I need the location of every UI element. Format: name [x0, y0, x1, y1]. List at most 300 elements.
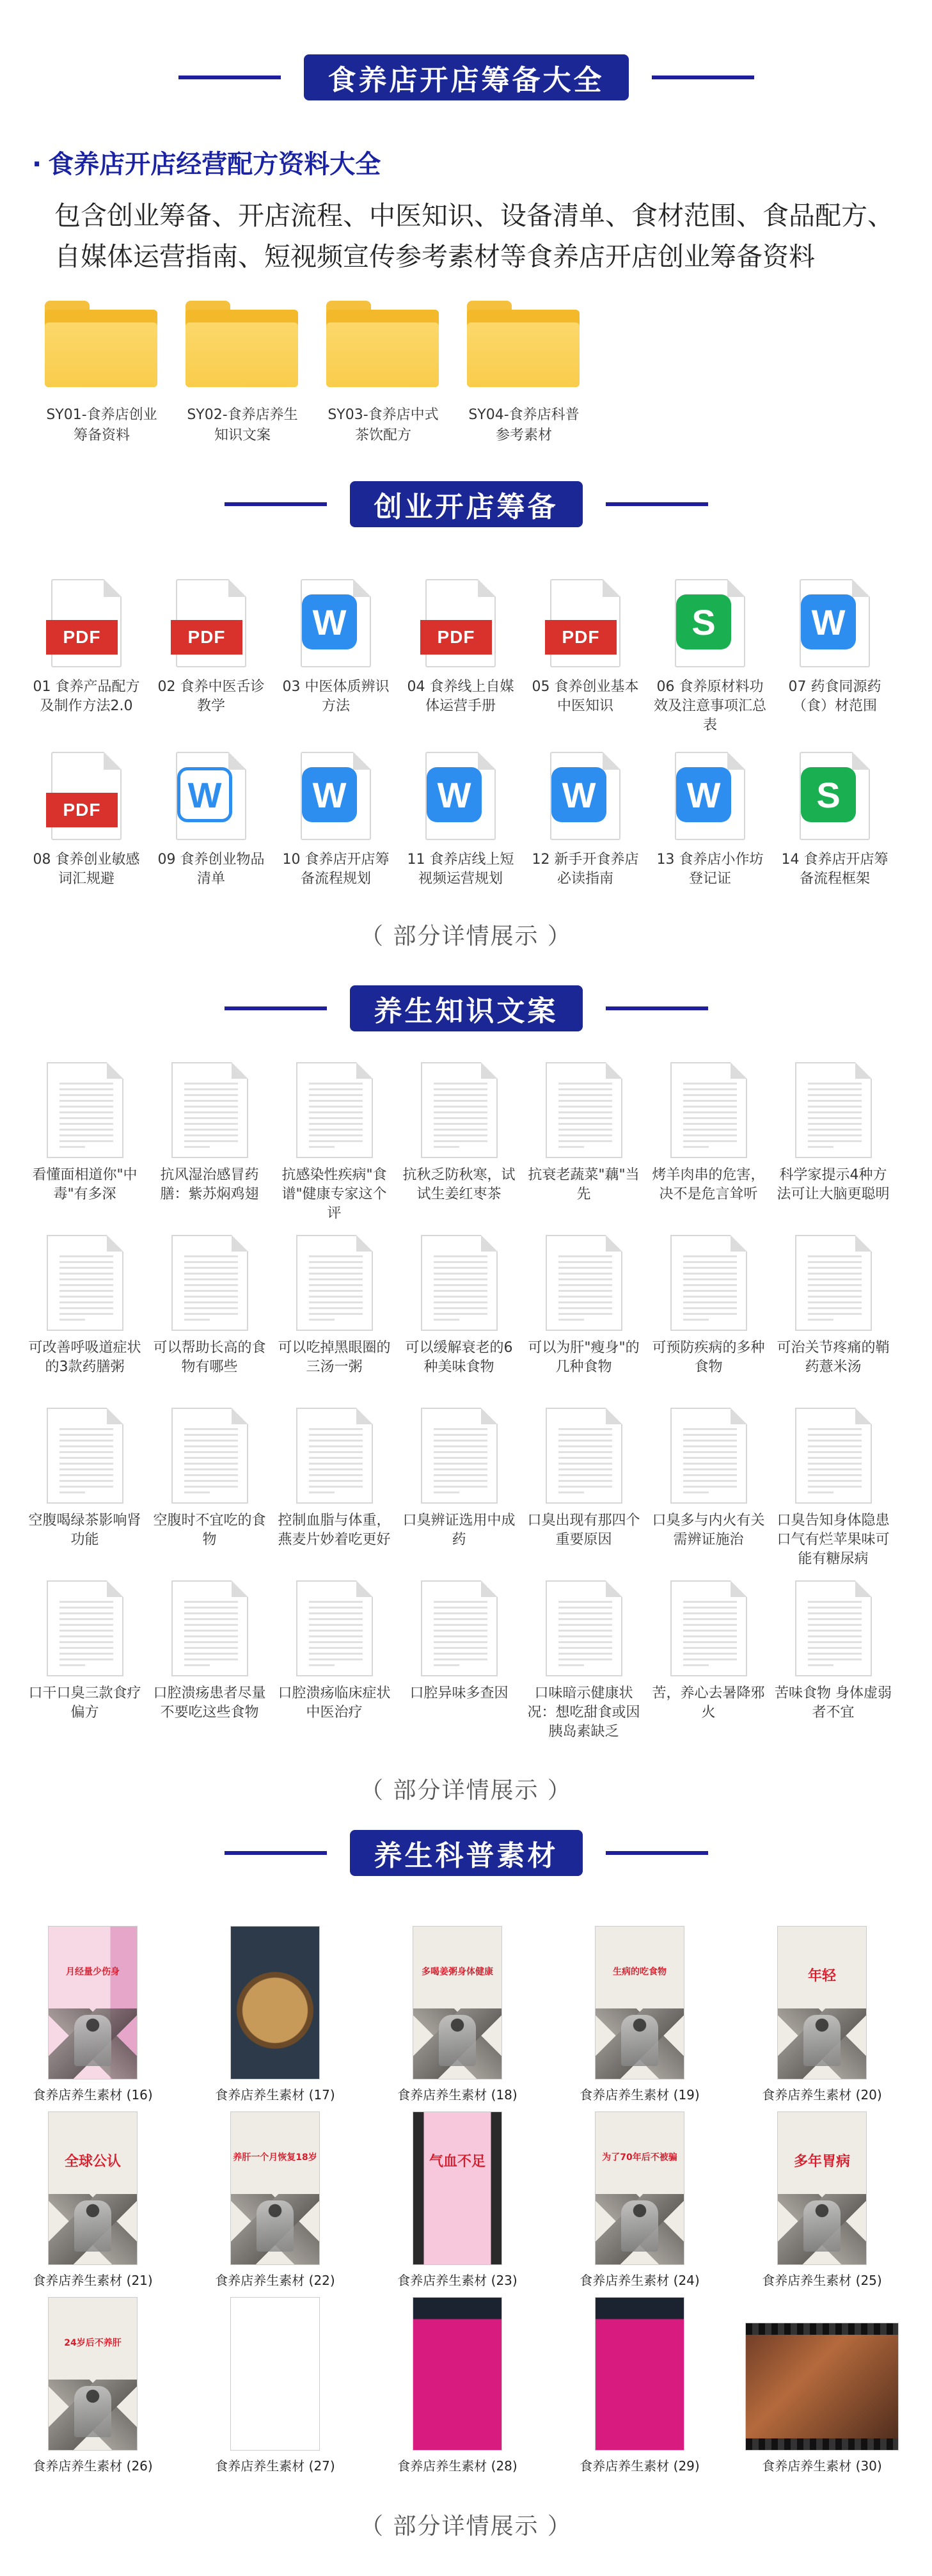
- document-item[interactable]: [275, 1235, 393, 1377]
- text-line: [59, 1290, 113, 1292]
- text-line: [683, 1106, 737, 1108]
- text-line: [434, 1445, 487, 1447]
- text-line: [309, 1117, 363, 1119]
- text-line: [309, 1319, 335, 1321]
- document-item[interactable]: [649, 1235, 768, 1377]
- text-line: [558, 1647, 612, 1649]
- document-item[interactable]: [774, 1580, 892, 1722]
- document-item[interactable]: [26, 1580, 144, 1722]
- document-item[interactable]: [275, 1580, 393, 1722]
- text-line: [59, 1307, 113, 1309]
- pdf-icon: PDF: [171, 620, 242, 655]
- text-line: [808, 1463, 862, 1465]
- file-item[interactable]: [29, 579, 144, 716]
- text-line: [683, 1607, 737, 1609]
- media-thumbnail[interactable]: [560, 2297, 720, 2474]
- text-line: [59, 1601, 113, 1603]
- section2-partial-note: （ 部分详情展示 ）: [360, 1777, 572, 1804]
- document-item[interactable]: [400, 1235, 518, 1377]
- folder-front: [186, 322, 298, 387]
- text-line: [309, 1278, 363, 1280]
- text-line: [683, 1313, 737, 1315]
- intro-text: 包含创业筹备、开店流程、中医知识、设备清单、食材范围、食品配方、自媒体运营指南、短视频宣传参考素材等食养店开店创业筹备资料: [54, 200, 894, 272]
- text-line: [808, 1111, 862, 1113]
- media-thumbnail[interactable]: [377, 1926, 537, 2103]
- text-line: [434, 1658, 487, 1660]
- text-line: [309, 1612, 363, 1614]
- text-line: [434, 1083, 487, 1085]
- text-line: [683, 1267, 737, 1269]
- folder-label: SY02-食养店养生知识文案: [187, 407, 298, 443]
- thumbnail-image: [595, 1926, 684, 2079]
- text-line: [808, 1491, 833, 1493]
- text-line: [309, 1624, 363, 1626]
- folder-item[interactable]: [326, 301, 441, 446]
- text-line: [59, 1129, 113, 1131]
- text-line: [434, 1601, 487, 1603]
- document-page-icon: [171, 1235, 248, 1331]
- document-label: 口臭出现有那四个重要原因: [527, 1513, 640, 1548]
- text-line: [309, 1255, 363, 1257]
- file-page: [675, 752, 745, 840]
- text-line: [558, 1140, 612, 1142]
- text-line: [558, 1261, 612, 1263]
- figure-illustration: [257, 2200, 294, 2252]
- text-line: [434, 1140, 487, 1142]
- file-page: [176, 752, 246, 840]
- document-item[interactable]: [275, 1408, 393, 1550]
- text-line: [434, 1301, 487, 1303]
- text-line: [434, 1618, 487, 1620]
- document-label: 可以吃掉黑眼圈的三汤一粥: [278, 1340, 391, 1375]
- text-line: [309, 1480, 363, 1482]
- document-page-icon: [47, 1580, 123, 1676]
- text-line: [59, 1480, 113, 1482]
- text-line: [434, 1278, 487, 1280]
- text-line: [434, 1630, 487, 1632]
- text-line: [558, 1428, 612, 1430]
- text-line: [808, 1255, 862, 1257]
- text-line: [808, 1445, 862, 1447]
- text-line: [309, 1434, 363, 1436]
- text-line: [309, 1088, 363, 1090]
- text-line: [309, 1428, 363, 1430]
- thumbnail-image: [230, 1926, 320, 2079]
- file-page: [301, 579, 371, 667]
- text-line: [434, 1307, 487, 1309]
- text-line: [683, 1307, 737, 1309]
- folder-item[interactable]: [467, 301, 582, 446]
- document-page-icon: [670, 1408, 747, 1504]
- text-line: [558, 1618, 612, 1620]
- media-thumbnail[interactable]: [742, 2111, 902, 2289]
- document-page-icon: [47, 1235, 123, 1331]
- text-line: [184, 1296, 238, 1298]
- section1-header: [0, 481, 932, 527]
- file-item[interactable]: [528, 579, 643, 716]
- file-label: 12 新手开食养店必读指南: [532, 852, 639, 887]
- file-label: 01 食养产品配方及制作方法2.0: [33, 679, 140, 714]
- text-line: [808, 1641, 862, 1643]
- file-label: 10 食养店开店筹备流程规划: [282, 852, 390, 887]
- file-page: [425, 752, 496, 840]
- text-line: [184, 1278, 238, 1280]
- text-line: [309, 1468, 363, 1470]
- file-page: [675, 579, 745, 667]
- file-item[interactable]: [29, 752, 144, 889]
- text-line: [808, 1278, 862, 1280]
- thumbnail-title: 气血不足: [429, 2154, 486, 2170]
- text-line: [309, 1635, 363, 1637]
- document-item[interactable]: [150, 1235, 269, 1377]
- text-line: [558, 1307, 612, 1309]
- text-line: [683, 1094, 737, 1096]
- text-line: [309, 1296, 363, 1298]
- file-label: 09 食养创业物品清单: [157, 852, 265, 887]
- text-line: [683, 1140, 737, 1142]
- file-label: 13 食养店小作坊登记证: [656, 852, 764, 887]
- text-line: [558, 1440, 612, 1442]
- text-line: [309, 1261, 363, 1263]
- text-line: [683, 1434, 737, 1436]
- document-page-icon: [421, 1580, 498, 1676]
- text-line: [309, 1664, 335, 1666]
- text-line: [309, 1486, 363, 1488]
- text-line: [683, 1445, 737, 1447]
- thumbnail-caption: 食养店养生素材 (23): [397, 2273, 517, 2288]
- file-page: [51, 579, 122, 667]
- document-label: 口味暗示健康状况：想吃甜食或因胰岛素缺乏: [527, 1685, 640, 1740]
- text-line: [683, 1457, 737, 1459]
- spreadsheet-icon: S: [801, 767, 856, 822]
- document-item[interactable]: [649, 1062, 768, 1204]
- thumbnail-caption: 食养店养生素材 (20): [762, 2087, 882, 2103]
- thumbnail-caption: 食养店养生素材 (24): [580, 2273, 700, 2288]
- text-line: [434, 1290, 487, 1292]
- document-item[interactable]: [649, 1580, 768, 1722]
- text-line: [184, 1607, 238, 1609]
- folder-item[interactable]: [186, 301, 301, 446]
- text-line: [309, 1106, 363, 1108]
- text-line: [309, 1140, 363, 1142]
- file-item[interactable]: [403, 579, 518, 716]
- text-line: [683, 1100, 737, 1102]
- file-label: 11 食养店线上短视频运营规划: [407, 852, 514, 887]
- text-line: [558, 1296, 612, 1298]
- document-item[interactable]: [525, 1062, 643, 1204]
- text-line: [309, 1111, 363, 1113]
- text-line: [184, 1440, 238, 1442]
- text-line: [434, 1647, 487, 1649]
- document-label: 口臭告知身体隐患 口气有烂苹果味可能有糖尿病: [777, 1513, 890, 1567]
- text-line: [808, 1273, 862, 1275]
- text-line: [184, 1468, 238, 1470]
- text-line: [184, 1491, 210, 1493]
- text-line: [184, 1635, 238, 1637]
- text-line: [808, 1428, 862, 1430]
- text-line: [184, 1624, 238, 1626]
- text-line: [184, 1664, 210, 1666]
- text-line: [184, 1088, 238, 1090]
- text-line: [808, 1624, 862, 1626]
- document-item[interactable]: [649, 1408, 768, 1550]
- text-line: [558, 1445, 612, 1447]
- media-thumbnail[interactable]: [13, 1926, 173, 2103]
- thumbnail-caption: 食养店养生素材 (30): [762, 2458, 882, 2474]
- thumbnail-image: [413, 2297, 502, 2451]
- text-line: [683, 1653, 737, 1655]
- text-line: [683, 1083, 737, 1085]
- text-line: [558, 1491, 584, 1493]
- document-item[interactable]: [150, 1062, 269, 1204]
- document-label: 可改善呼吸道症状的3款药膳粥: [28, 1340, 141, 1375]
- text-line: [309, 1653, 363, 1655]
- text-line: [59, 1319, 85, 1321]
- document-item[interactable]: [400, 1062, 518, 1204]
- document-item[interactable]: [26, 1062, 144, 1204]
- media-thumbnail[interactable]: [13, 2111, 173, 2289]
- text-line: [434, 1480, 487, 1482]
- text-line: [184, 1290, 238, 1292]
- section3-title: 养生科普素材: [350, 1830, 583, 1876]
- document-page-icon: [795, 1062, 872, 1158]
- text-line: [184, 1106, 238, 1108]
- text-line: [558, 1290, 612, 1292]
- text-line: [59, 1146, 85, 1148]
- media-thumbnail[interactable]: [195, 2111, 355, 2289]
- text-line: [59, 1463, 113, 1465]
- text-line: [558, 1641, 612, 1643]
- thumbnail-caption: 食养店养生素材 (19): [580, 2087, 700, 2103]
- text-line: [434, 1267, 487, 1269]
- text-line: [59, 1083, 113, 1085]
- text-line: [558, 1463, 612, 1465]
- file-item[interactable]: [528, 752, 643, 889]
- text-line: [558, 1624, 612, 1626]
- file-label: 02 食养中医舌诊教学: [157, 679, 265, 714]
- document-label: 空腹时不宜吃的食物: [153, 1513, 266, 1548]
- header-line-right: [652, 76, 754, 79]
- text-line: [59, 1635, 113, 1637]
- document-label: 口干口臭三款食疗偏方: [28, 1685, 141, 1721]
- media-thumbnail[interactable]: [560, 1926, 720, 2103]
- text-line: [808, 1647, 862, 1649]
- media-thumbnail[interactable]: [377, 2297, 537, 2474]
- text-line: [683, 1088, 737, 1090]
- text-line: [808, 1140, 862, 1142]
- section2-header: [0, 985, 932, 1031]
- text-line: [184, 1100, 238, 1102]
- text-line: [434, 1123, 487, 1125]
- document-label: 口臭多与内火有关需辨证施治: [652, 1513, 765, 1548]
- text-line: [59, 1140, 113, 1142]
- file-item[interactable]: [154, 579, 269, 716]
- header-line-left: [178, 76, 281, 79]
- text-line: [683, 1261, 737, 1263]
- document-label: 可以缓解衰老的6种美味食物: [405, 1340, 513, 1375]
- text-line: [808, 1618, 862, 1620]
- document-page-icon: [670, 1235, 747, 1331]
- document-item[interactable]: [26, 1235, 144, 1377]
- media-thumbnail[interactable]: [195, 1926, 355, 2103]
- text-line: [808, 1307, 862, 1309]
- document-label: 可治关节疼痛的鞘药薏米汤: [777, 1340, 890, 1375]
- file-item[interactable]: [777, 579, 892, 716]
- text-line: [558, 1134, 612, 1136]
- document-item[interactable]: [275, 1062, 393, 1223]
- file-item[interactable]: [154, 752, 269, 889]
- text-line: [59, 1301, 113, 1303]
- word-icon: W: [177, 767, 232, 822]
- media-thumbnail[interactable]: [742, 2297, 902, 2474]
- text-line: [59, 1641, 113, 1643]
- thumbnail-caption: 食养店养生素材 (25): [762, 2273, 882, 2288]
- text-line: [558, 1146, 584, 1148]
- document-item[interactable]: [150, 1580, 269, 1722]
- thumbnail-image: [48, 2297, 138, 2451]
- text-line: [184, 1313, 238, 1315]
- text-line: [184, 1486, 238, 1488]
- text-line: [59, 1094, 113, 1096]
- text-line: [683, 1255, 737, 1257]
- text-line: [184, 1474, 238, 1476]
- figure-illustration: [621, 2200, 658, 2252]
- text-line: [683, 1486, 737, 1488]
- text-line: [558, 1111, 612, 1113]
- document-item[interactable]: [150, 1408, 269, 1550]
- text-line: [558, 1664, 584, 1666]
- file-item[interactable]: [652, 752, 768, 889]
- media-thumbnail[interactable]: [195, 2297, 355, 2474]
- text-line: [59, 1111, 113, 1113]
- folder-item[interactable]: [45, 301, 160, 446]
- media-thumbnail[interactable]: [13, 2297, 173, 2474]
- document-item[interactable]: [525, 1580, 643, 1742]
- text-line: [59, 1664, 85, 1666]
- text-line: [808, 1100, 862, 1102]
- media-thumbnail[interactable]: [560, 2111, 720, 2289]
- text-line: [184, 1601, 238, 1603]
- file-item[interactable]: [652, 579, 768, 735]
- text-line: [434, 1146, 459, 1148]
- text-line: [434, 1434, 487, 1436]
- folder-front: [467, 322, 580, 387]
- text-line: [558, 1088, 612, 1090]
- document-item[interactable]: [400, 1580, 518, 1703]
- thumbnail-caption: 食养店养生素材 (22): [215, 2273, 335, 2288]
- text-line: [434, 1457, 487, 1459]
- text-line: [59, 1491, 85, 1493]
- text-line: [184, 1094, 238, 1096]
- text-line: [558, 1123, 612, 1125]
- text-line: [683, 1451, 737, 1453]
- document-item[interactable]: [774, 1062, 892, 1204]
- text-line: [309, 1457, 363, 1459]
- document-label: 烤羊肉串的危害，决不是危言耸听: [652, 1167, 765, 1202]
- file-item[interactable]: [278, 752, 393, 889]
- text-line: [184, 1301, 238, 1303]
- text-line: [434, 1273, 487, 1275]
- text-line: [808, 1083, 862, 1085]
- thumbnail-image: [48, 2111, 138, 2265]
- folder-icon: [45, 301, 157, 387]
- file-page: [800, 579, 870, 667]
- document-label: 苦，养心去暑降邪火: [652, 1685, 765, 1721]
- media-thumbnail[interactable]: [377, 2111, 537, 2289]
- text-line: [309, 1083, 363, 1085]
- document-item[interactable]: [26, 1408, 144, 1550]
- text-line: [184, 1146, 210, 1148]
- thumbnail-image: [230, 2111, 320, 2265]
- text-line: [309, 1445, 363, 1447]
- text-line: [434, 1664, 459, 1666]
- section1-line-right: [606, 502, 708, 506]
- document-page-icon: [296, 1580, 373, 1676]
- document-item[interactable]: [400, 1408, 518, 1550]
- text-line: [309, 1100, 363, 1102]
- pdf-icon: PDF: [46, 793, 118, 827]
- text-line: [309, 1440, 363, 1442]
- document-item[interactable]: [774, 1235, 892, 1377]
- text-line: [309, 1123, 363, 1125]
- text-line: [434, 1255, 487, 1257]
- section1-title: 创业开店筹备: [350, 481, 583, 527]
- folder-front: [326, 322, 439, 387]
- word-icon: W: [427, 767, 482, 822]
- folder-label: SY01-食养店创业筹备资料: [46, 407, 157, 443]
- text-line: [434, 1474, 487, 1476]
- text-line: [808, 1612, 862, 1614]
- text-line: [434, 1284, 487, 1286]
- document-label: 可预防疾病的多种食物: [652, 1340, 765, 1375]
- text-line: [184, 1612, 238, 1614]
- document-item[interactable]: [525, 1235, 643, 1377]
- thumbnail-caption: 食养店养生素材 (21): [33, 2273, 153, 2288]
- thumbnail-title: 养肝一个月恢复18岁: [233, 2152, 317, 2163]
- text-line: [309, 1658, 363, 1660]
- document-item[interactable]: [525, 1408, 643, 1550]
- folder-icon: [467, 301, 580, 387]
- file-page: [176, 579, 246, 667]
- text-line: [808, 1129, 862, 1131]
- text-line: [184, 1463, 238, 1465]
- text-line: [184, 1123, 238, 1125]
- text-line: [558, 1255, 612, 1257]
- text-line: [309, 1267, 363, 1269]
- document-label: 口腔溃疡临床症状中医治疗: [278, 1685, 391, 1721]
- text-line: [683, 1624, 737, 1626]
- text-line: [808, 1486, 862, 1488]
- text-line: [434, 1635, 487, 1637]
- text-line: [59, 1434, 113, 1436]
- document-label: 口臭辨证选用中成药: [402, 1513, 516, 1548]
- file-item[interactable]: [403, 752, 518, 889]
- file-item[interactable]: [278, 579, 393, 716]
- document-item[interactable]: [774, 1408, 892, 1569]
- file-item[interactable]: [777, 752, 892, 889]
- media-thumbnail[interactable]: [742, 1926, 902, 2103]
- text-line: [309, 1463, 363, 1465]
- thumbnail-title: 月经量少伤身: [66, 1967, 120, 1977]
- text-line: [184, 1111, 238, 1113]
- text-line: [558, 1284, 612, 1286]
- text-line: [808, 1468, 862, 1470]
- text-line: [434, 1100, 487, 1102]
- text-line: [808, 1480, 862, 1482]
- text-line: [808, 1457, 862, 1459]
- text-line: [683, 1474, 737, 1476]
- document-page-icon: [47, 1062, 123, 1158]
